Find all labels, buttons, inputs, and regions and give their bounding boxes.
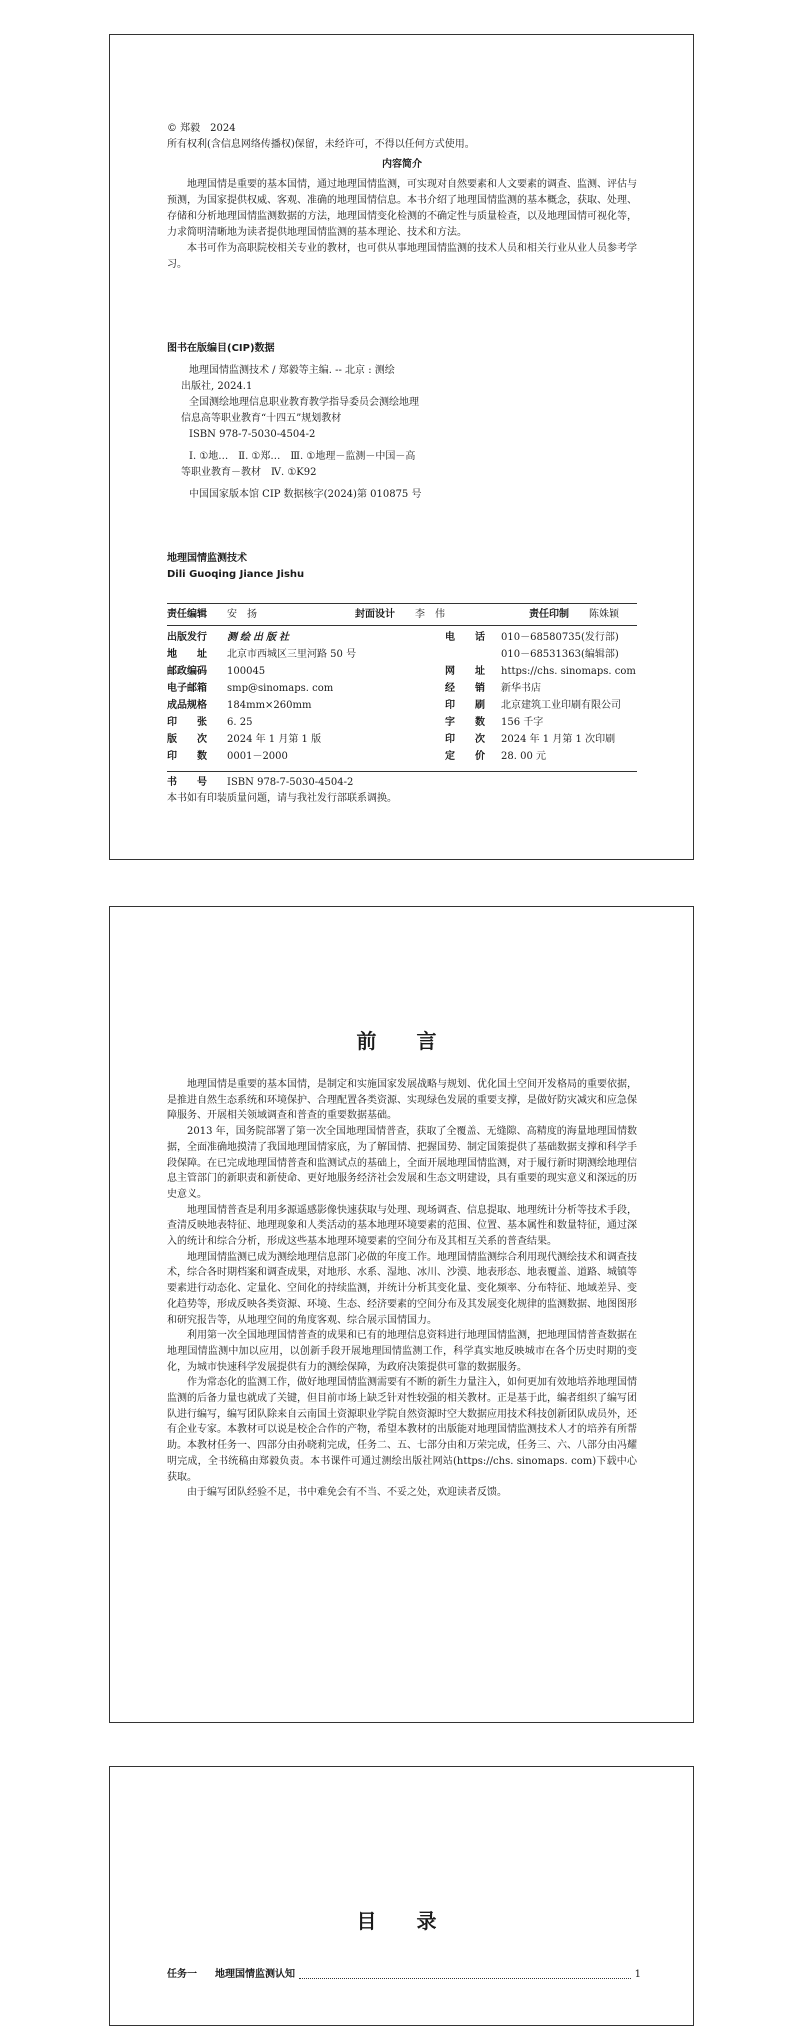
postcode-label: 邮政编码: [167, 666, 207, 677]
postcode-value: 100045: [227, 666, 266, 677]
cip-line: Ⅰ. ①地… Ⅱ. ①郑… Ⅲ. ①地理－监测－中国－高: [189, 451, 416, 462]
isbn-label: 书 号: [167, 777, 207, 788]
book-title-pinyin: Dili Guoqing Jiance Jishu: [167, 569, 305, 580]
size-value: 184mm×260mm: [227, 700, 312, 711]
email-label: 电子邮箱: [167, 683, 207, 694]
editor-label: 责任编辑: [167, 609, 207, 620]
pub-row: [167, 697, 637, 714]
divider: [167, 771, 637, 772]
pub-row: [167, 663, 637, 680]
copyright-line: © 郑毅 2024: [167, 123, 236, 134]
edition-value: 2024 年 1 月第 1 版: [227, 734, 322, 745]
impression-label: 印 次: [445, 734, 485, 745]
phone-label: 电 话: [445, 632, 485, 643]
phone-value: 010－68531363(编辑部): [501, 649, 619, 660]
divider: [167, 625, 637, 626]
editor-name: 安 扬: [227, 609, 257, 620]
credits-row: [167, 607, 637, 623]
printer-label: 印 刷: [445, 700, 485, 711]
cip-block: [181, 363, 589, 503]
publisher-logo: 测绘出版社: [227, 632, 292, 643]
words-label: 字 数: [445, 717, 485, 728]
preface-paragraph: 2013 年，国务院部署了第一次全国地理国情普查，获取了全覆盖、无缝隙、高精度的海量地理国情数据，全面准确地摸清了我国地理国情家底，为了解国情、把握国势、制定国策提供了基础数据支撑和科学手段保障。在已完成地理国情普查和监测试点的基础上，全面开展地理国情监测，对于履行新时期测绘地理信息主管部门的新职责和新使命、更好地服务经济社会发展和生态文明建设，具有重要的现实意义和深远的历史意义。: [167, 1126, 637, 1200]
toc-leader-dots: [299, 1978, 631, 1979]
impression-value: 2024 年 1 月第 1 次印刷: [501, 734, 616, 745]
preface-paragraph: 作为常态化的监测工作，做好地理国情监测需要有不断的新生力量注入，如何更加有效地培养地理国情监测的后备力量也就成了关键，但目前市场上缺乏针对性较强的相关教材。正是基于此，编者组织了编写团队进行编写，编写团队除来自云南国土资源职业学院自然资源时空大数据应用技术科技创新团队成员外，还有企业专家。本教材可以说是校企合作的产物，希望本教材的出版能对地理国情监测技术人才的培养有所帮助。本教材任务一、四部分由孙晓莉完成，任务二、五、七部分由和万荣完成，任务三、六、八部分由冯耀明完成，全书统稿由郑毅负责。本书课件可通过测绘出版社网站(https://chs. sinomaps. com)下载中心获取。: [167, 1377, 637, 1483]
cip-line: 信息高等职业教育“十四五”规划教材: [181, 413, 342, 424]
copyright-page: [109, 34, 694, 860]
rights-statement: 所有权利(含信息网络传播权)保留，未经许可，不得以任何方式使用。: [167, 139, 475, 150]
cover-designer-label: 封面设计: [355, 609, 395, 620]
website-value: https://chs. sinomaps. com: [501, 666, 636, 677]
copies-label: 印 数: [167, 751, 207, 762]
preface-paragraph: 由于编写团队经验不足，书中难免会有不当、不妥之处，欢迎读者反馈。: [187, 1487, 507, 1499]
print-manager-label: 责任印制: [529, 609, 569, 620]
pub-row: [167, 731, 637, 748]
summary-paragraph: 本书可作为高职院校相关专业的教材，也可供从事地理国情监测的技术人员和相关行业从业人员参考学习。: [167, 243, 637, 270]
seller-value: 新华书店: [501, 683, 541, 694]
toc-list: [167, 1967, 641, 1983]
address-label: 地 址: [167, 649, 207, 660]
pub-row: [167, 646, 637, 663]
book-title: 地理国情监测技术: [167, 553, 247, 564]
toc-entry-page: 1: [634, 1969, 641, 1980]
preface-paragraph: 地理国情普查是利用多源遥感影像快速获取与处理、现场调查、信息提取、地理统计分析等技术手段，查清反映地表特征、地理现象和人类活动的基本地理环境要素的范围、位置、基本属性和数量特征，通过深入的统计和综合分析，形成这些基本地理环境要素的空间分布及其相互关系的普查结果。: [167, 1204, 637, 1248]
cip-isbn: ISBN 978-7-5030-4504-2: [189, 429, 316, 440]
preface-paragraph: 地理国情监测已成为测绘地理信息部门必做的年度工作。地理国情监测综合利用现代测绘技术和调查技术，综合各时期档案和调查成果，对地形、水系、湿地、冰川、沙漠、地表形态、地表覆盖、道路、城镇等要素进行动态化、定量化、空间化的持续监测，并统计分析其变化量、变化频率、分布特征、地域差异、变化趋势等，形成反映各类资源、环境、生态、经济要素的空间分布及其发展变化规律的监测数据、地图图形和研究报告等，从地理空间的角度客观、综合展示国情国力。: [167, 1251, 637, 1326]
seller-label: 经 销: [445, 683, 485, 694]
sheets-label: 印 张: [167, 717, 207, 728]
summary-paragraph: 地理国情是重要的基本国情，通过地理国情监测，可实现对自然要素和人文要素的调查、监测、评估与预测，为国家提供权威、客观、准确的地理国情信息。本书介绍了地理国情监测的基本概念，获取、处理、存储和分析地理国情监测数据的方法，地理国情变化检测的不确定性与质量检查，以及地理国情可视化等，力求简明清晰地为读者提供地理国情监测的基本理论、技术和方法。: [167, 179, 637, 238]
toc-entry-number: 任务一: [167, 1969, 197, 1980]
publication-info: [167, 629, 637, 765]
sheets-value: 6. 25: [227, 717, 253, 728]
toc-entry-title: 地理国情监测认知: [215, 1969, 295, 1980]
cip-title: 图书在版编目(CIP)数据: [167, 343, 275, 354]
price-label: 定 价: [445, 751, 485, 762]
words-value: 156 千字: [501, 717, 544, 728]
toc-page: [109, 1766, 694, 2026]
printer-value: 北京建筑工业印刷有限公司: [501, 700, 621, 711]
pub-row: [167, 748, 637, 765]
address-value: 北京市西城区三里河路 50 号: [227, 649, 357, 660]
size-label: 成品规格: [167, 700, 207, 711]
pub-row: [167, 714, 637, 731]
preface-title: 前 言: [356, 1029, 447, 1053]
copies-value: 0001－2000: [227, 751, 288, 762]
cip-line: 出版社, 2024.1: [181, 381, 253, 392]
preface-body: [167, 1077, 637, 1501]
summary-title: 内容简介: [382, 159, 422, 170]
preface-page: [109, 906, 694, 1723]
publisher-label: 出版发行: [167, 632, 207, 643]
cip-record-number: 中国国家版本馆 CIP 数据核字(2024)第 010875 号: [189, 489, 422, 500]
toc-title: 目 录: [356, 1909, 447, 1933]
price-value: 28. 00 元: [501, 751, 546, 762]
email-value: smp@sinomaps. com: [227, 683, 334, 694]
print-manager-name: 陈姝颖: [589, 609, 619, 620]
preface-paragraph: 利用第一次全国地理国情普查的成果和已有的地理信息资料进行地理国情监测，把地理国情普查数据在地理国情监测中加以应用，以创新手段开展地理国情监测工作，科学真实地反映城市在各个历史时期的变化，为城市快速科学发展提供有力的测绘保障，为政府决策提供可靠的数据服务。: [167, 1330, 637, 1373]
website-label: 网 址: [445, 666, 485, 677]
toc-entry[interactable]: [167, 1967, 641, 1983]
pub-row: [167, 629, 637, 646]
cip-line: 地理国情监测技术 / 郑毅等主编. -- 北京 : 测绘: [189, 365, 395, 376]
phone-value: 010－68580735(发行部): [501, 632, 619, 643]
divider: [167, 603, 637, 604]
edition-label: 版 次: [167, 734, 207, 745]
pub-row: [167, 680, 637, 697]
cover-designer-name: 李 伟: [415, 609, 445, 620]
isbn-row: [167, 775, 637, 791]
summary-body: [167, 177, 637, 273]
quality-notice: 本书如有印装质量问题，请与我社发行部联系调换。: [167, 793, 397, 804]
cip-line: 全国测绘地理信息职业教育教学指导委员会测绘地理: [189, 397, 419, 408]
preface-paragraph: 地理国情是重要的基本国情，是制定和实施国家发展战略与规划、优化国土空间开发格局的重要依据，是推进自然生态系统和环境保护、合理配置各类资源、实现绿色发展的重要支撑，是做好防灾减灾和应急保障服务、开展相关领域调查和普查的重要数据基础。: [167, 1079, 637, 1122]
isbn-value: ISBN 978-7-5030-4504-2: [227, 777, 354, 788]
cip-line: 等职业教育－教材 Ⅳ. ①K92: [181, 467, 317, 478]
